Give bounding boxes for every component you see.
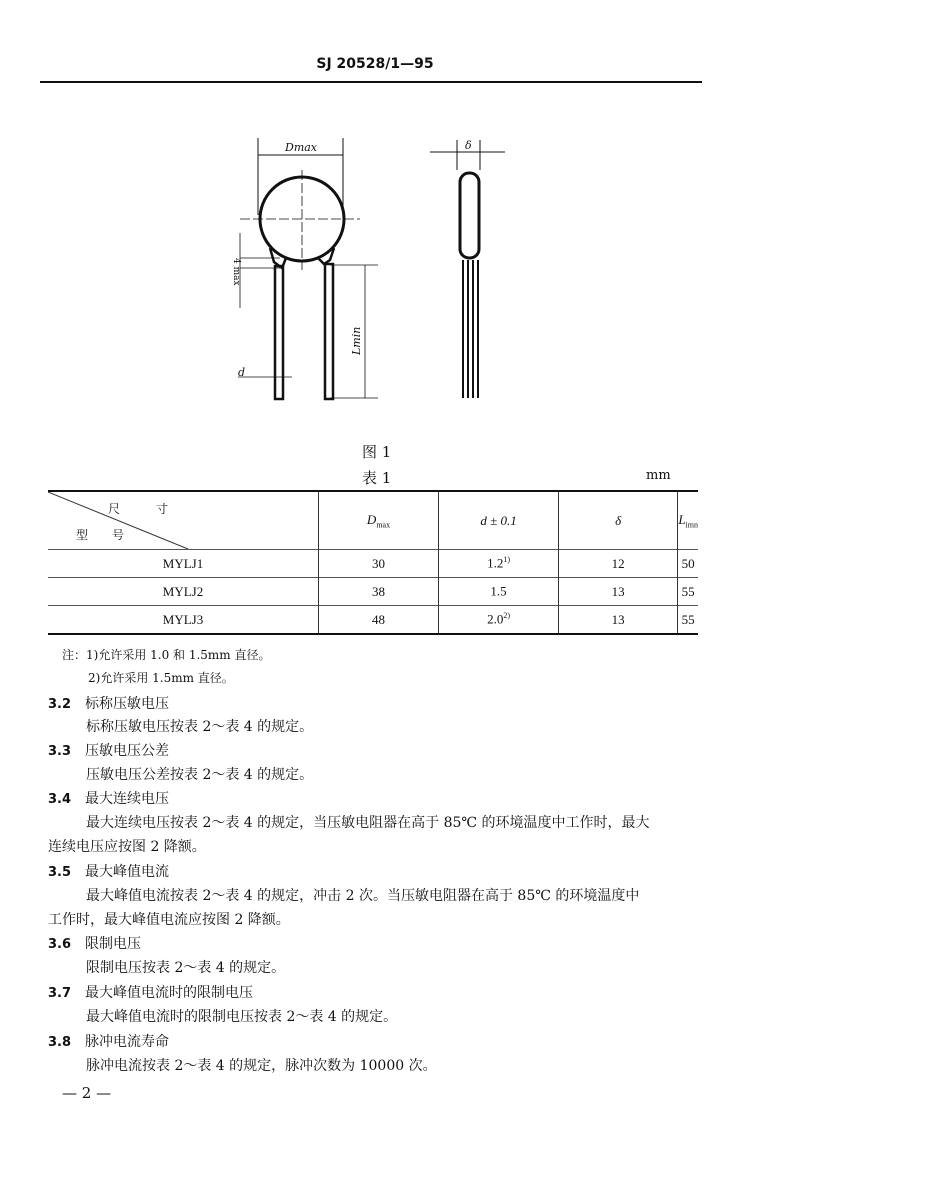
section-number: 3.6 — [48, 937, 72, 952]
height-label: 4 max — [231, 258, 241, 286]
section-number: 3.2 — [48, 697, 72, 712]
d-label: d — [238, 366, 246, 379]
lmin-label: Lmin — [350, 326, 363, 355]
delta-label: δ — [465, 139, 472, 152]
section-title: 最大峰值电流 — [85, 864, 170, 880]
section-number: 3.7 — [48, 986, 72, 1001]
section-heading — [48, 1031, 169, 1051]
varistor-drawing — [220, 130, 520, 410]
page-number: — 2 — — [62, 1084, 112, 1102]
corner-top-label: 尺 寸 — [108, 502, 169, 516]
header-rule — [40, 81, 702, 83]
table-row: MYLJ1 30 1.2$^{1)}$ 12 50 — [48, 550, 698, 578]
section-title: 最大峰值电流时的限制电压 — [85, 985, 254, 1001]
section-body: 限制电压按表 2～表 4 的规定。 — [86, 960, 286, 976]
corner-cell — [48, 491, 319, 550]
section-heading — [48, 861, 169, 881]
table-row: MYLJ3 48 2.0$^{2)}$ 13 55 — [48, 606, 698, 635]
dimensions-table — [48, 490, 698, 635]
table-unit: mm — [646, 468, 671, 483]
section-body: 标称压敏电压按表 2～表 4 的规定。 — [86, 719, 314, 735]
section-heading — [48, 788, 169, 808]
section-title: 标称压敏电压 — [85, 696, 170, 712]
figure-caption: 图 1 — [362, 443, 392, 461]
section-number: 3.3 — [48, 744, 72, 759]
section-heading — [48, 740, 169, 760]
table-caption: 表 1 — [362, 469, 392, 487]
section-title: 最大连续电压 — [85, 791, 170, 807]
section-body: 最大峰值电流时的限制电压按表 2～表 4 的规定。 — [86, 1009, 398, 1025]
column-header: δ — [559, 491, 678, 550]
section-number: 3.4 — [48, 792, 72, 807]
standard-header: SJ 20528/1—95 — [316, 56, 434, 72]
section-heading — [48, 933, 141, 953]
front-view — [238, 138, 378, 399]
table-row: MYLJ2 38 1.5 13 55 — [48, 578, 698, 606]
table-note: 注：1)允许采用 1.0 和 1.5mm 直径。 — [62, 648, 271, 662]
table-header-row — [48, 491, 698, 550]
section-number: 3.8 — [48, 1035, 72, 1050]
section-heading — [48, 982, 253, 1002]
column-header: d ± 0.1 — [439, 491, 559, 550]
section-number: 3.5 — [48, 865, 72, 880]
section-body: 脉冲电流按表 2～表 4 的规定，脉冲次数为 10000 次。 — [86, 1058, 437, 1074]
dmax-label: Dmax — [285, 141, 318, 154]
column-header: $L_{imn}$ — [678, 491, 698, 550]
table-note: 2)允许采用 1.5mm 直径。 — [88, 671, 234, 685]
section-title: 限制电压 — [85, 936, 142, 952]
section-title: 脉冲电流寿命 — [85, 1034, 170, 1050]
corner-bottom-label: 型 号 — [76, 528, 125, 542]
section-heading — [48, 693, 169, 713]
section-body: 压敏电压公差按表 2～表 4 的规定。 — [86, 767, 314, 783]
column-header: $D_{max}$ — [319, 491, 439, 550]
section-body: 连续电压应按图 2 降额。 — [48, 839, 206, 855]
section-title: 压敏电压公差 — [85, 743, 170, 759]
side-view — [430, 140, 505, 398]
section-body: 最大连续电压按表 2～表 4 的规定，当压敏电阻器在高于 85℃ 的环境温度中工作时，最大 — [86, 815, 650, 831]
section-body: 最大峰值电流按表 2～表 4 的规定，冲击 2 次。当压敏电阻器在高于 85℃ 的环境温度中 — [86, 888, 640, 904]
section-body: 工作时，最大峰值电流应按图 2 降额。 — [48, 912, 290, 928]
